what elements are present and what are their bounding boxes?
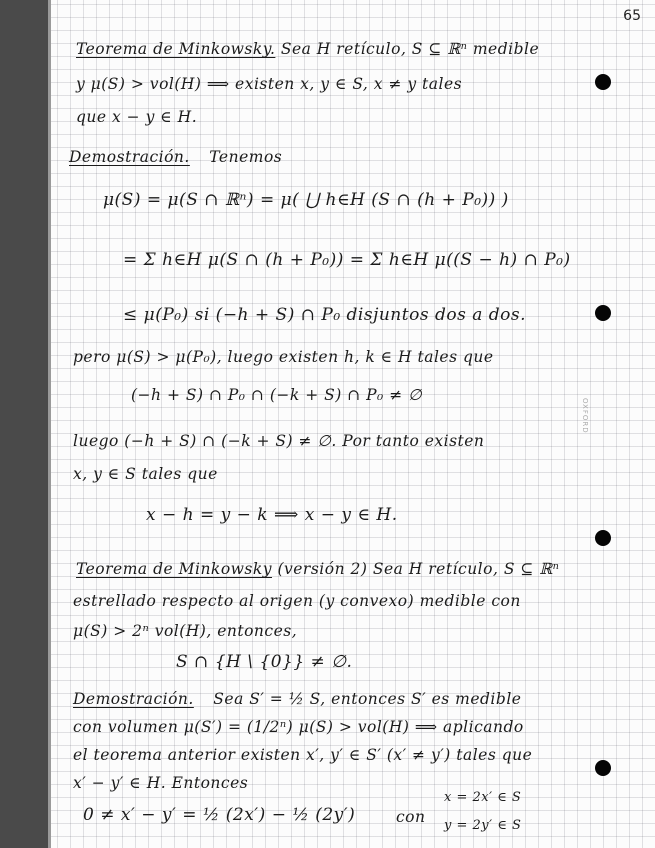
- theorem1-heading: [76, 40, 539, 58]
- proof2-heading: [73, 690, 521, 708]
- binding-hole: [595, 530, 611, 546]
- notebook-page: [51, 0, 655, 848]
- proof1-line7: x, y ∈ S tales que: [73, 465, 218, 483]
- theorem2-line2: estrellado respecto al origen (y convexo) medible con: [73, 592, 521, 610]
- proof1-line4: pero μ(S) > μ(P₀), luego existen h, k ∈ H tales que: [73, 348, 494, 366]
- theorem2-equation: S ∩ {H \ {0}} ≠ ∅.: [176, 652, 353, 672]
- proof2-equation: 0 ≠ x′ − y′ = ½ (2x′) − ½ (2y′): [83, 805, 356, 825]
- theorem2-line1: Sea H retículo, S ⊆ ℝⁿ: [372, 560, 560, 578]
- proof1-heading: [69, 148, 282, 166]
- proof2-con: con: [396, 808, 426, 826]
- theorem2-title: Teorema de Minkowsky: [76, 560, 273, 578]
- theorem1-line1: Sea H retículo, S ⊆ ℝⁿ medible: [280, 40, 540, 58]
- notebook-binding-strip: [0, 0, 48, 848]
- proof1-equation-1: μ(S) = μ(S ∩ ℝⁿ) = μ( ⋃ h∈H (S ∩ (h + P₀)) ): [103, 190, 509, 210]
- proof2-line4: x′ − y′ ∈ H. Entonces: [73, 774, 249, 792]
- proof2-title: Demostración.: [73, 690, 194, 708]
- binding-hole: [595, 305, 611, 321]
- theorem1-title: Teorema de Minkowsky.: [76, 40, 276, 58]
- proof1-equation-2: = Σ h∈H μ(S ∩ (h + P₀)) = Σ h∈H μ((S − h) ∩ P₀): [123, 250, 571, 270]
- proof2-line2: con volumen μ(S′) = (1/2ⁿ) μ(S) > vol(H) ⟹ aplicando: [73, 718, 524, 736]
- binding-hole: [595, 760, 611, 776]
- theorem2-line3: μ(S) > 2ⁿ vol(H), entonces,: [73, 622, 298, 640]
- margin-watermark: OXFORD: [581, 398, 589, 434]
- page-number: 65: [623, 8, 641, 24]
- theorem2-heading: [76, 560, 559, 578]
- proof1-title: Demostración.: [69, 148, 190, 166]
- proof1-intro: Tenemos: [209, 148, 283, 166]
- proof2-side-note-1: x = 2x′ ∈ S: [444, 790, 522, 805]
- proof1-equation-4: x − h = y − k ⟹ x − y ∈ H.: [146, 505, 398, 525]
- binding-hole: [595, 74, 611, 90]
- proof1-line5: (−h + S) ∩ P₀ ∩ (−k + S) ∩ P₀ ≠ ∅: [131, 386, 423, 404]
- proof1-equation-3: ≤ μ(P₀) si (−h + S) ∩ P₀ disjuntos dos a dos.: [123, 305, 526, 325]
- theorem1-line3: que x − y ∈ H.: [76, 108, 198, 126]
- proof2-side-note-2: y = 2y′ ∈ S: [444, 818, 522, 833]
- proof2-line1: Sea S′ = ½ S, entonces S′ es medible: [213, 690, 522, 708]
- theorem1-line2: y μ(S) > vol(H) ⟹ existen x, y ∈ S, x ≠ y tales: [76, 75, 463, 93]
- proof1-line6: luego (−h + S) ∩ (−k + S) ≠ ∅. Por tanto existen: [73, 432, 485, 450]
- proof2-line3: el teorema anterior existen x′, y′ ∈ S′ (x′ ≠ y′) tales que: [73, 746, 533, 764]
- theorem2-version: (versión 2): [277, 560, 368, 578]
